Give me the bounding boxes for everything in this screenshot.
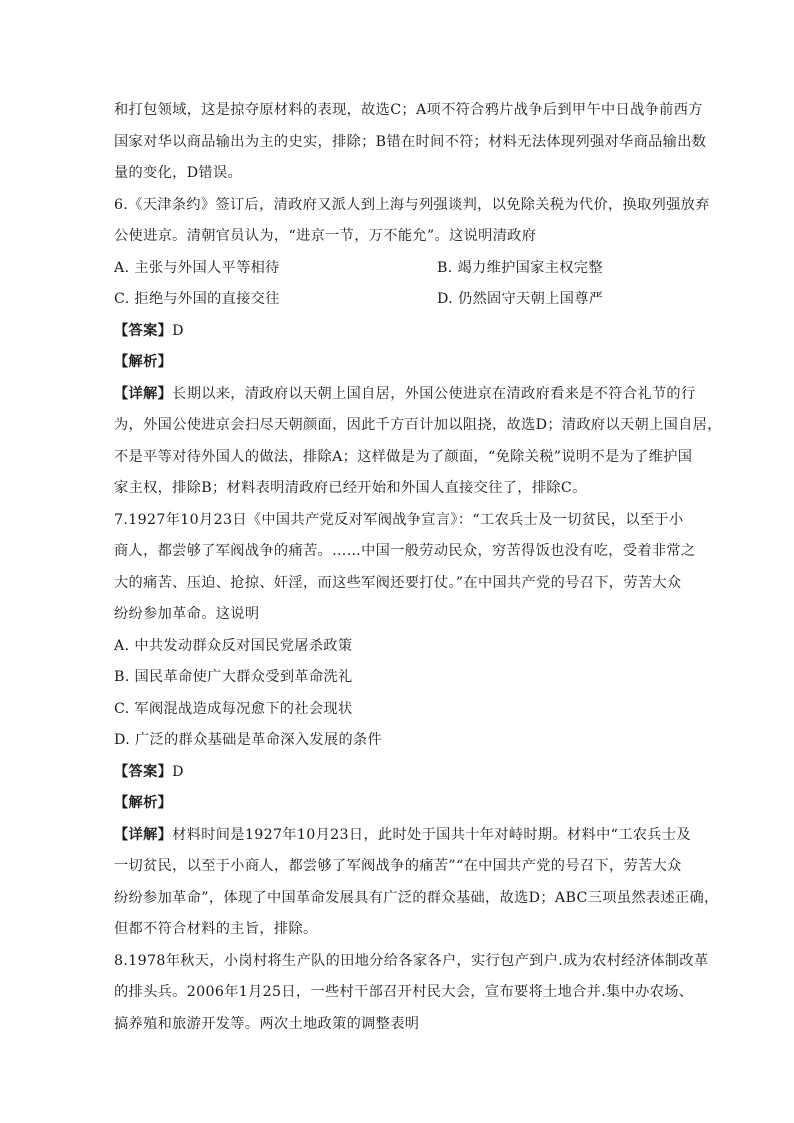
q6-analysis-tag: 【解析】 xyxy=(114,354,173,370)
q7-option-d: D. 广泛的群众基础是革命深入发展的条件 xyxy=(114,732,383,748)
q7-option-a: A. 中共发动群众反对国民党屠杀政策 xyxy=(114,637,353,654)
q7-detail-line xyxy=(114,820,691,852)
q6-detail-line xyxy=(114,379,696,411)
answer-tag: 【答案】 xyxy=(114,763,173,780)
q7-stem-line: 商人，都尝够了军阀战争的痛苦。……中国一般劳动民众，穷苦得饭也没有吃，受着非常之 xyxy=(114,543,696,559)
q6-detail-line: 不是平等对待外国人的做法，排除A；这样做是为了颜面，“免除关税”说明不是为了维护国 xyxy=(114,448,693,465)
q7-option-b: B. 国民革命使广大群众受到革命洗礼 xyxy=(114,669,353,685)
q6-option-c: C. 拒绝与外国的直接交往 xyxy=(114,291,280,307)
q7-answer xyxy=(114,757,684,789)
text-line: 国家对华以商品输出为主的史实，排除；B错在时间不符；材料无法体现列强对华商品输出数 xyxy=(114,133,707,150)
q7-detail-line: 纷纷参加革命”，体现了中国革命发展具有广泛的群众基础，故选D；ABC三项虽然表述正确， xyxy=(114,889,719,906)
answer-tag: 【答案】 xyxy=(114,322,173,339)
q7-stem-line: 纷纷参加革命。这说明 xyxy=(114,606,260,622)
text-line: 量的变化，D错误。 xyxy=(114,165,243,181)
text-line: 和打包领域，这是掠夺原材料的表现，故选C；A项不符合鸦片战争后到甲午中日战争前西方 xyxy=(114,102,703,118)
q8-stem-line: 8.1978年秋天，小岗村将生产队的田地分给各家各户，实行包产到户.成为农村经济体制改革 xyxy=(114,952,709,969)
document-page xyxy=(114,95,722,1040)
q6-options-row xyxy=(114,284,684,316)
detail-tag: 【详解】 xyxy=(114,826,173,843)
q7-analysis-tag: 【解析】 xyxy=(114,795,173,811)
answer-value: D xyxy=(172,763,184,780)
detail-text: 长期以来，清政府以天朝上国自居，外国公使进京在清政府看来是不符合礼节的行 xyxy=(172,385,696,402)
q6-option-a: A. 主张与外国人平等相待 xyxy=(114,259,280,276)
q6-stem-line: 公使进京。清朝官员认为，“进京一节，万不能允”。这说明清政府 xyxy=(114,228,537,244)
q6-option-b: B. 竭力维护国家主权完整 xyxy=(437,259,603,276)
q7-detail-line: 但都不符合材料的主旨，排除。 xyxy=(114,921,318,937)
q7-option-c: C. 军阀混战造成每况愈下的社会现状 xyxy=(114,700,353,717)
q6-detail-line: 家主权，排除B；材料表明清政府已经开始和外国人直接交往了，排除C。 xyxy=(114,480,587,496)
q7-stem-line: 大的痛苦、压迫、抢掠、奸淫，而这些军阀还要打仗。”在中国共产党的号召下，劳苦大众 xyxy=(114,574,682,591)
q8-stem-line: 的排头兵。2006年1月25日，一些村干部召开村民大会，宣布要将土地合并.集中办农场、 xyxy=(114,984,694,1000)
detail-text: 材料时间是1927年10月23日，此时处于国共十年对峙时期。材料中“工农兵士及 xyxy=(172,826,691,843)
q6-options-row xyxy=(114,253,684,285)
q7-stem-line: 7.1927年10月23日《中国共产党反对军阀战争宣言》：“工农兵士及一切贫民，以至于小 xyxy=(114,511,684,528)
answer-value: D xyxy=(172,322,184,339)
q6-answer xyxy=(114,316,684,348)
q6-option-d: D. 仍然固守天朝上国尊严 xyxy=(437,291,604,307)
q6-detail-line: 为，外国公使进京会扫尽天朝颜面，因此千方百计加以阻挠，故选D；清政府以天朝上国自居， xyxy=(114,417,722,433)
q6-stem-line: 6.《天津条约》签订后，清政府又派人到上海与列强谈判，以免除关税为代价，换取列强放弃 xyxy=(114,196,710,213)
q7-detail-line: 一切贫民，以至于小商人，都尝够了军阀战争的痛苦”“在中国共产党的号召下，劳苦大众 xyxy=(114,858,682,874)
q8-stem-line: 搞养殖和旅游开发等。两次土地政策的调整表明 xyxy=(114,1015,420,1032)
detail-tag: 【详解】 xyxy=(114,385,173,402)
